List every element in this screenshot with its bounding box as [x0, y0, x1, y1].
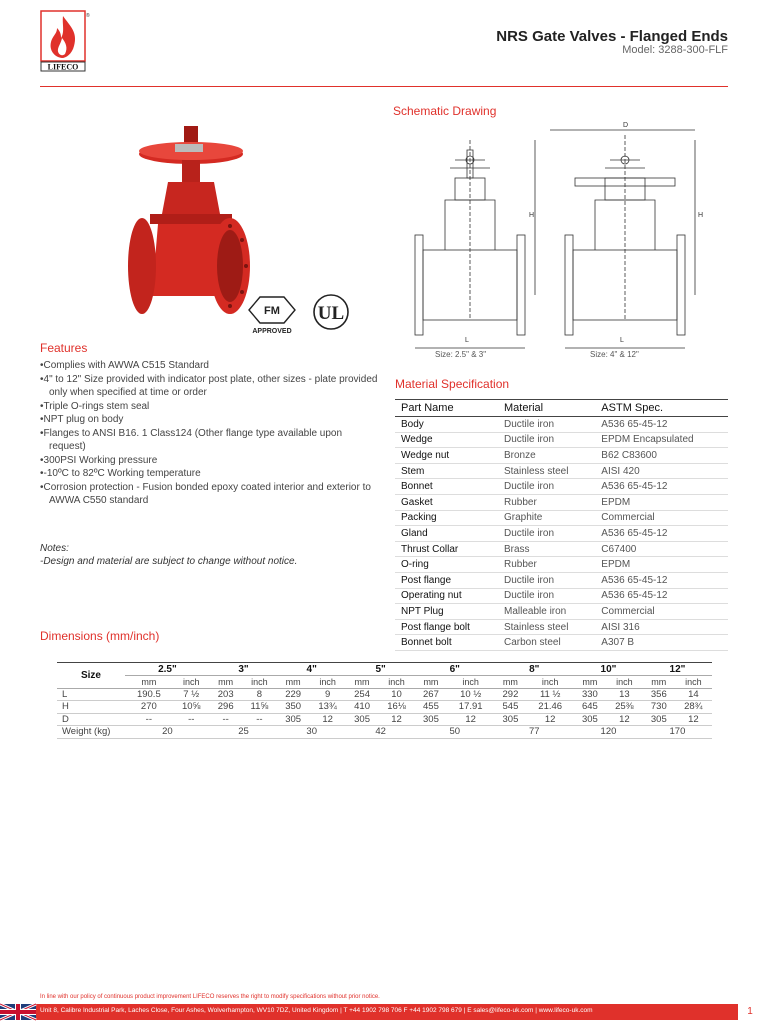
material-row [395, 432, 728, 448]
material-row [395, 448, 728, 464]
weight-value: 30 [277, 726, 346, 739]
dimension-value: 12 [675, 713, 712, 726]
schematic-caption-small: Size: 2.5" & 3" [435, 350, 487, 359]
material-cell: Rubber [498, 557, 595, 573]
uk-flag-icon [0, 1004, 36, 1020]
unit-header: inch [606, 676, 643, 689]
column-header: Part Name [395, 400, 498, 417]
astm-spec-cell: EPDM Encapsulated [595, 432, 728, 448]
dimension-value: 12 [526, 713, 574, 726]
part-name-cell: NPT Plug [395, 604, 498, 620]
part-name-cell: Bonnet bolt [395, 635, 498, 651]
astm-spec-cell: B62 C83600 [595, 448, 728, 464]
material-row [395, 510, 728, 526]
unit-header-row [57, 676, 712, 689]
part-name-cell: Post flange [395, 572, 498, 588]
dimension-value: 12 [447, 713, 495, 726]
dimension-value: 229 [277, 688, 309, 701]
dimension-value: 305 [415, 713, 447, 726]
material-cell: Ductile iron [498, 479, 595, 495]
lifeco-logo [40, 10, 88, 72]
feature-item: • NPT plug on body [40, 413, 380, 427]
model-number: Model: 3288-300-FLF [622, 44, 728, 56]
valve-product-image [120, 118, 260, 328]
part-name-cell: Stem [395, 463, 498, 479]
schematic-heading: Schematic Drawing [393, 104, 497, 118]
dimension-value: 12 [309, 713, 346, 726]
dimension-value: 10⅝ [173, 701, 210, 714]
unit-header: mm [643, 676, 675, 689]
astm-spec-cell: EPDM [595, 494, 728, 510]
feature-item: • Flanges to ANSI B16. 1 Class124 (Other flange type available upon request) [40, 427, 380, 454]
material-row [395, 479, 728, 495]
features-heading: Features [40, 341, 88, 355]
dimension-value: 730 [643, 701, 675, 714]
feature-item: • Corrosion protection - Fusion bonded epoxy coated interior and exterior to AWWA C550 standard [40, 481, 380, 508]
column-header: ASTM Spec. [595, 400, 728, 417]
dimension-value: 14 [675, 688, 712, 701]
size-label: Size [57, 663, 125, 689]
part-name-cell: Gasket [395, 494, 498, 510]
astm-spec-cell: A536 65-45-12 [595, 588, 728, 604]
dimension-value: 350 [277, 701, 309, 714]
astm-spec-cell: A536 65-45-12 [595, 526, 728, 542]
unit-header: mm [210, 676, 242, 689]
schematic-d-label: D [623, 122, 629, 129]
unit-header: mm [415, 676, 447, 689]
size-header: 12" [643, 663, 712, 676]
size-header: 8" [495, 663, 574, 676]
footer-disclaimer: In line with our policy of continuous product improvement LIFECO reserves the right to modify specifications without prior notice. [40, 994, 380, 1000]
schematic-large-valve [550, 130, 695, 348]
notes-text: -Design and material are subject to change without notice. [40, 556, 298, 567]
weight-value: 120 [574, 726, 643, 739]
dimension-rows [57, 688, 712, 738]
material-cell: Rubber [498, 494, 595, 510]
astm-spec-cell: A536 65-45-12 [595, 417, 728, 433]
dimension-value: 11⅝ [242, 701, 278, 714]
weight-value: 170 [643, 726, 712, 739]
material-table [395, 399, 728, 651]
column-header: Material [498, 400, 595, 417]
dimension-value: 267 [415, 688, 447, 701]
material-header-row [395, 400, 728, 417]
fm-approved-text: APPROVED [252, 328, 292, 335]
material-row [395, 588, 728, 604]
dimension-value: -- [125, 713, 173, 726]
dimension-value: 16⅛ [378, 701, 415, 714]
astm-spec-cell: A307 B [595, 635, 728, 651]
schematic-l-label-small: L [465, 337, 469, 344]
unit-header: inch [675, 676, 712, 689]
unit-header: inch [526, 676, 574, 689]
dimension-value: 17.91 [447, 701, 495, 714]
dimension-value: 305 [574, 713, 606, 726]
dimension-label: H [57, 701, 125, 714]
dimension-row [57, 688, 712, 701]
weight-value: 42 [346, 726, 415, 739]
material-row [395, 526, 728, 542]
size-header: 5" [346, 663, 415, 676]
material-cell: Ductile iron [498, 432, 595, 448]
page-number: 1 [747, 1006, 753, 1017]
material-row [395, 463, 728, 479]
feature-item: • Triple O-rings stem seal [40, 400, 380, 414]
feature-item: • -10ºC to 82ºC Working temperature [40, 467, 380, 481]
size-header: 6" [415, 663, 494, 676]
brand-wordmark: LIFECO [47, 62, 79, 72]
astm-spec-cell: C67400 [595, 541, 728, 557]
dimension-value: 356 [643, 688, 675, 701]
dimension-label: L [57, 688, 125, 701]
size-header: 3" [210, 663, 277, 676]
dimension-row [57, 713, 712, 726]
part-name-cell: Bonnet [395, 479, 498, 495]
schematic-h-label-large: H [698, 212, 704, 219]
weight-value: 25 [210, 726, 277, 739]
material-cell: Ductile iron [498, 572, 595, 588]
dimension-value: 270 [125, 701, 173, 714]
dimension-value: 254 [346, 688, 378, 701]
unit-header: inch [447, 676, 495, 689]
unit-header: mm [277, 676, 309, 689]
astm-spec-cell: AISI 316 [595, 619, 728, 635]
material-cell: Stainless steel [498, 463, 595, 479]
weight-label: Weight (kg) [57, 726, 125, 739]
astm-spec-cell: AISI 420 [595, 463, 728, 479]
material-cell: Ductile iron [498, 526, 595, 542]
dimension-value: 645 [574, 701, 606, 714]
astm-spec-cell: EPDM [595, 557, 728, 573]
material-row [395, 619, 728, 635]
dimension-value: 305 [346, 713, 378, 726]
dimension-value: 9 [309, 688, 346, 701]
dimension-value: 25⅜ [606, 701, 643, 714]
size-header: 4" [277, 663, 346, 676]
material-heading: Material Specification [395, 377, 510, 391]
astm-spec-cell: Commercial [595, 510, 728, 526]
material-cell: Ductile iron [498, 588, 595, 604]
part-name-cell: Operating nut [395, 588, 498, 604]
cert-logos [246, 292, 358, 336]
dimension-value: 8 [242, 688, 278, 701]
notes-label: Notes: [40, 543, 69, 554]
weight-value: 77 [495, 726, 574, 739]
unit-header: mm [125, 676, 173, 689]
dimension-value: 305 [277, 713, 309, 726]
astm-spec-cell: A536 65-45-12 [595, 479, 728, 495]
footer-address: Unit 8, Calibre Industrial Park, Laches Close, Four Ashes, Wolverhampton, WV10 7DZ, United Kingdom | T +44 1902 798 706 F +44 1902 798 679 | E sales@lifeco-uk.com | www.lifeco-uk.com [40, 1007, 593, 1014]
material-rows [395, 417, 728, 651]
dimension-value: 7 ½ [173, 688, 210, 701]
dimension-value: 455 [415, 701, 447, 714]
unit-header: mm [574, 676, 606, 689]
dimension-value: 10 ½ [447, 688, 495, 701]
dimension-value: 190.5 [125, 688, 173, 701]
part-name-cell: O-ring [395, 557, 498, 573]
unit-header: inch [173, 676, 210, 689]
dimension-value: 330 [574, 688, 606, 701]
dimension-value: 13¾ [309, 701, 346, 714]
astm-spec-cell: Commercial [595, 604, 728, 620]
dimension-value: -- [242, 713, 278, 726]
size-header: 10" [574, 663, 643, 676]
material-cell: Brass [498, 541, 595, 557]
material-row [395, 572, 728, 588]
header-divider [40, 86, 728, 87]
material-row [395, 604, 728, 620]
material-cell: Ductile iron [498, 417, 595, 433]
dimension-value: 305 [643, 713, 675, 726]
part-name-cell: Packing [395, 510, 498, 526]
material-cell: Stainless steel [498, 619, 595, 635]
page-title: NRS Gate Valves - Flanged Ends [496, 28, 728, 45]
unit-header: inch [378, 676, 415, 689]
schematic-l-label-large: L [620, 337, 624, 344]
size-header-row [57, 663, 712, 676]
dimension-value: -- [210, 713, 242, 726]
size-header: 2.5" [125, 663, 210, 676]
schematic-caption-large: Size: 4" & 12" [590, 350, 639, 359]
dimension-value: 296 [210, 701, 242, 714]
feature-item: • 4" to 12" Size provided with indicator post plate, other sizes - plate provided only when specified at time or order [40, 373, 380, 400]
dimension-row [57, 701, 712, 714]
part-name-cell: Body [395, 417, 498, 433]
astm-spec-cell: A536 65-45-12 [595, 572, 728, 588]
weight-value: 50 [415, 726, 494, 739]
dimension-label: D [57, 713, 125, 726]
dimension-value: 203 [210, 688, 242, 701]
weight-row [57, 726, 712, 739]
dimension-value: 12 [378, 713, 415, 726]
material-row [395, 635, 728, 651]
schematic-drawing [405, 120, 728, 360]
ul-mark: UL [317, 303, 345, 324]
material-cell: Graphite [498, 510, 595, 526]
dimension-value: 305 [495, 713, 527, 726]
feature-item: • 300PSI Working pressure [40, 454, 380, 468]
material-row [395, 494, 728, 510]
material-row [395, 557, 728, 573]
dimension-value: 545 [495, 701, 527, 714]
dimension-value: 13 [606, 688, 643, 701]
dimensions-table [57, 662, 712, 739]
part-name-cell: Gland [395, 526, 498, 542]
dimension-value: 10 [378, 688, 415, 701]
unit-header: inch [242, 676, 278, 689]
weight-value: 20 [125, 726, 210, 739]
notes [40, 542, 297, 568]
dimension-value: 292 [495, 688, 527, 701]
part-name-cell: Wedge nut [395, 448, 498, 464]
features-list [40, 359, 380, 508]
part-name-cell: Thrust Collar [395, 541, 498, 557]
unit-header: mm [346, 676, 378, 689]
svg-text:®: ® [86, 13, 90, 19]
material-row [395, 417, 728, 433]
dimension-value: 11 ½ [526, 688, 574, 701]
material-row [395, 541, 728, 557]
fm-mark: FM [264, 305, 280, 317]
part-name-cell: Post flange bolt [395, 619, 498, 635]
material-cell: Carbon steel [498, 635, 595, 651]
unit-header: inch [309, 676, 346, 689]
schematic-h-label-small: H [529, 212, 535, 219]
schematic-small-valve [415, 140, 535, 348]
material-cell: Bronze [498, 448, 595, 464]
material-cell: Malleable iron [498, 604, 595, 620]
part-name-cell: Wedge [395, 432, 498, 448]
unit-header: mm [495, 676, 527, 689]
dimension-value: 21.46 [526, 701, 574, 714]
dimension-value: 28¾ [675, 701, 712, 714]
dimension-value: -- [173, 713, 210, 726]
dimension-value: 12 [606, 713, 643, 726]
feature-item: • Complies with AWWA C515 Standard [40, 359, 380, 373]
dimension-value: 410 [346, 701, 378, 714]
dimensions-heading: Dimensions (mm/inch) [40, 629, 160, 643]
